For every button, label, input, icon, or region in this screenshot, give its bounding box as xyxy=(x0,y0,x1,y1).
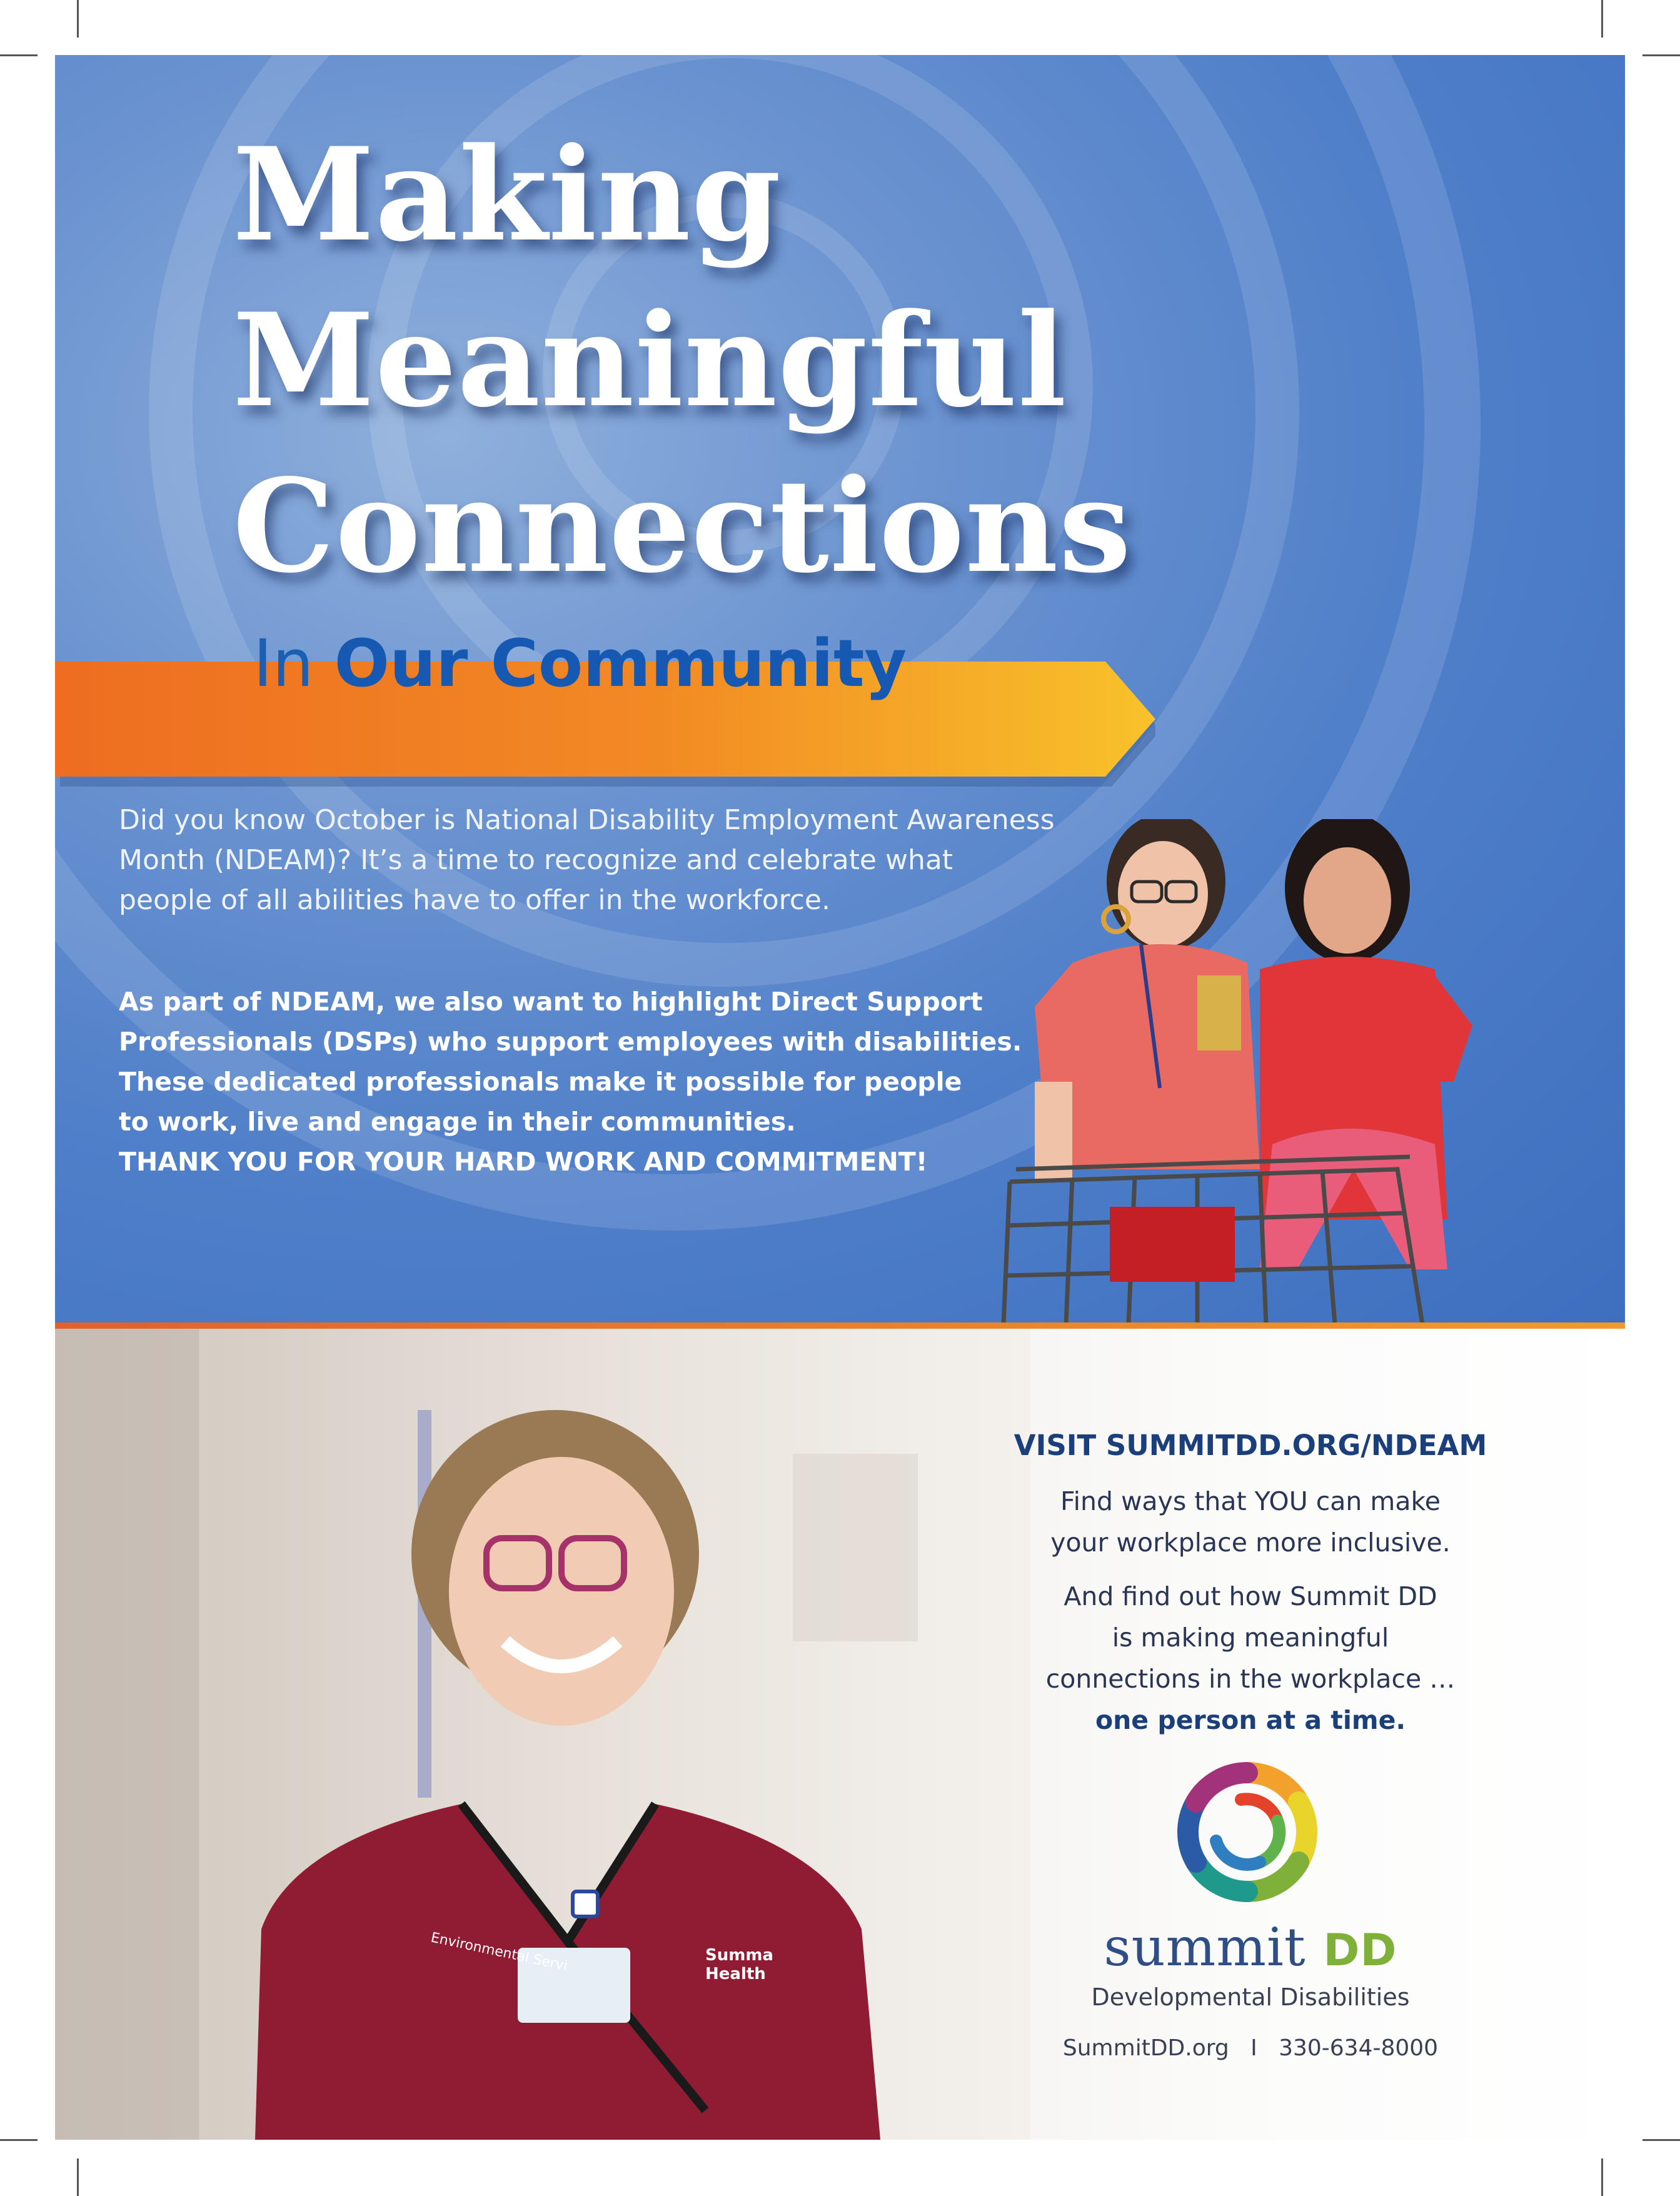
dsp-line: to work, live and engage in their communities. xyxy=(119,1107,796,1137)
summit-dd-wordmark xyxy=(1088,1916,1413,1978)
contact-separator: I xyxy=(1250,2035,1257,2061)
uniform-brand-1: Summa xyxy=(705,1946,773,1965)
logo-word: summit xyxy=(1104,1916,1306,1978)
summit-dd-logo-icon xyxy=(1175,1760,1319,1904)
crop-mark xyxy=(77,0,79,38)
uniform-label: Environmental Servi xyxy=(429,1930,569,1975)
website-link[interactable]: SummitDD.org xyxy=(1062,2035,1229,2061)
banner-prefix: In xyxy=(253,625,314,702)
crop-mark xyxy=(1601,0,1603,38)
cta-line: And find out how Summit DD xyxy=(1064,1581,1437,1611)
cta-heading[interactable]: VISIT SUMMITDD.ORG/NDEAM xyxy=(1014,1429,1487,1462)
cta-tagline: one person at a time. xyxy=(1095,1705,1406,1735)
crop-mark xyxy=(1642,2139,1680,2141)
headline-line-2: Meaningful xyxy=(233,286,1067,436)
dsp-line: These dedicated professionals make it possible for people xyxy=(119,1067,962,1097)
intro-line: Month (NDEAM)? It’s a time to recognize and celebrate what xyxy=(119,844,953,876)
dsp-paragraph xyxy=(119,982,1057,1182)
photo-hospital-worker xyxy=(55,1329,1030,2140)
cta-line: is making meaningful xyxy=(1112,1623,1389,1653)
intro-line: Did you know October is National Disability Employment Awareness xyxy=(119,804,1055,836)
cta-line: Find ways that YOU can make xyxy=(1060,1486,1441,1516)
crop-mark xyxy=(1642,54,1680,56)
headline-line-1: Making xyxy=(233,120,782,270)
dsp-line: Professionals (DSPs) who support employees with disabilities. xyxy=(119,1027,1022,1057)
crop-mark xyxy=(77,2158,79,2196)
contact-line xyxy=(1013,2035,1488,2061)
crop-mark xyxy=(1601,2158,1603,2196)
thank-you-line: THANK YOU FOR YOUR HARD WORK AND COMMITMENT! xyxy=(119,1147,928,1177)
logo-dd: DD xyxy=(1323,1925,1397,1976)
intro-line: people of all abilities have to offer in the workforce. xyxy=(119,884,830,916)
phone-number[interactable]: 330-634-8000 xyxy=(1279,2035,1439,2061)
intro-paragraph xyxy=(119,800,1144,920)
cta-line: your workplace more inclusive. xyxy=(1050,1528,1451,1558)
banner-emphasis: Our Community xyxy=(334,625,907,702)
dsp-line: As part of NDEAM, we also want to highlight Direct Support xyxy=(119,987,983,1017)
crop-mark xyxy=(0,2139,38,2141)
cta-line: connections in the workplace … xyxy=(1045,1664,1456,1694)
headline xyxy=(233,113,1132,610)
uniform-brand-2: Health xyxy=(705,1965,766,1983)
crop-mark xyxy=(0,54,38,56)
call-to-action xyxy=(963,1429,1538,1741)
headline-line-3: Connections xyxy=(233,451,1132,602)
section-divider xyxy=(55,1322,1625,1329)
logo-subtitle: Developmental Disabilities xyxy=(1091,1983,1410,2011)
banner-text xyxy=(253,625,907,702)
